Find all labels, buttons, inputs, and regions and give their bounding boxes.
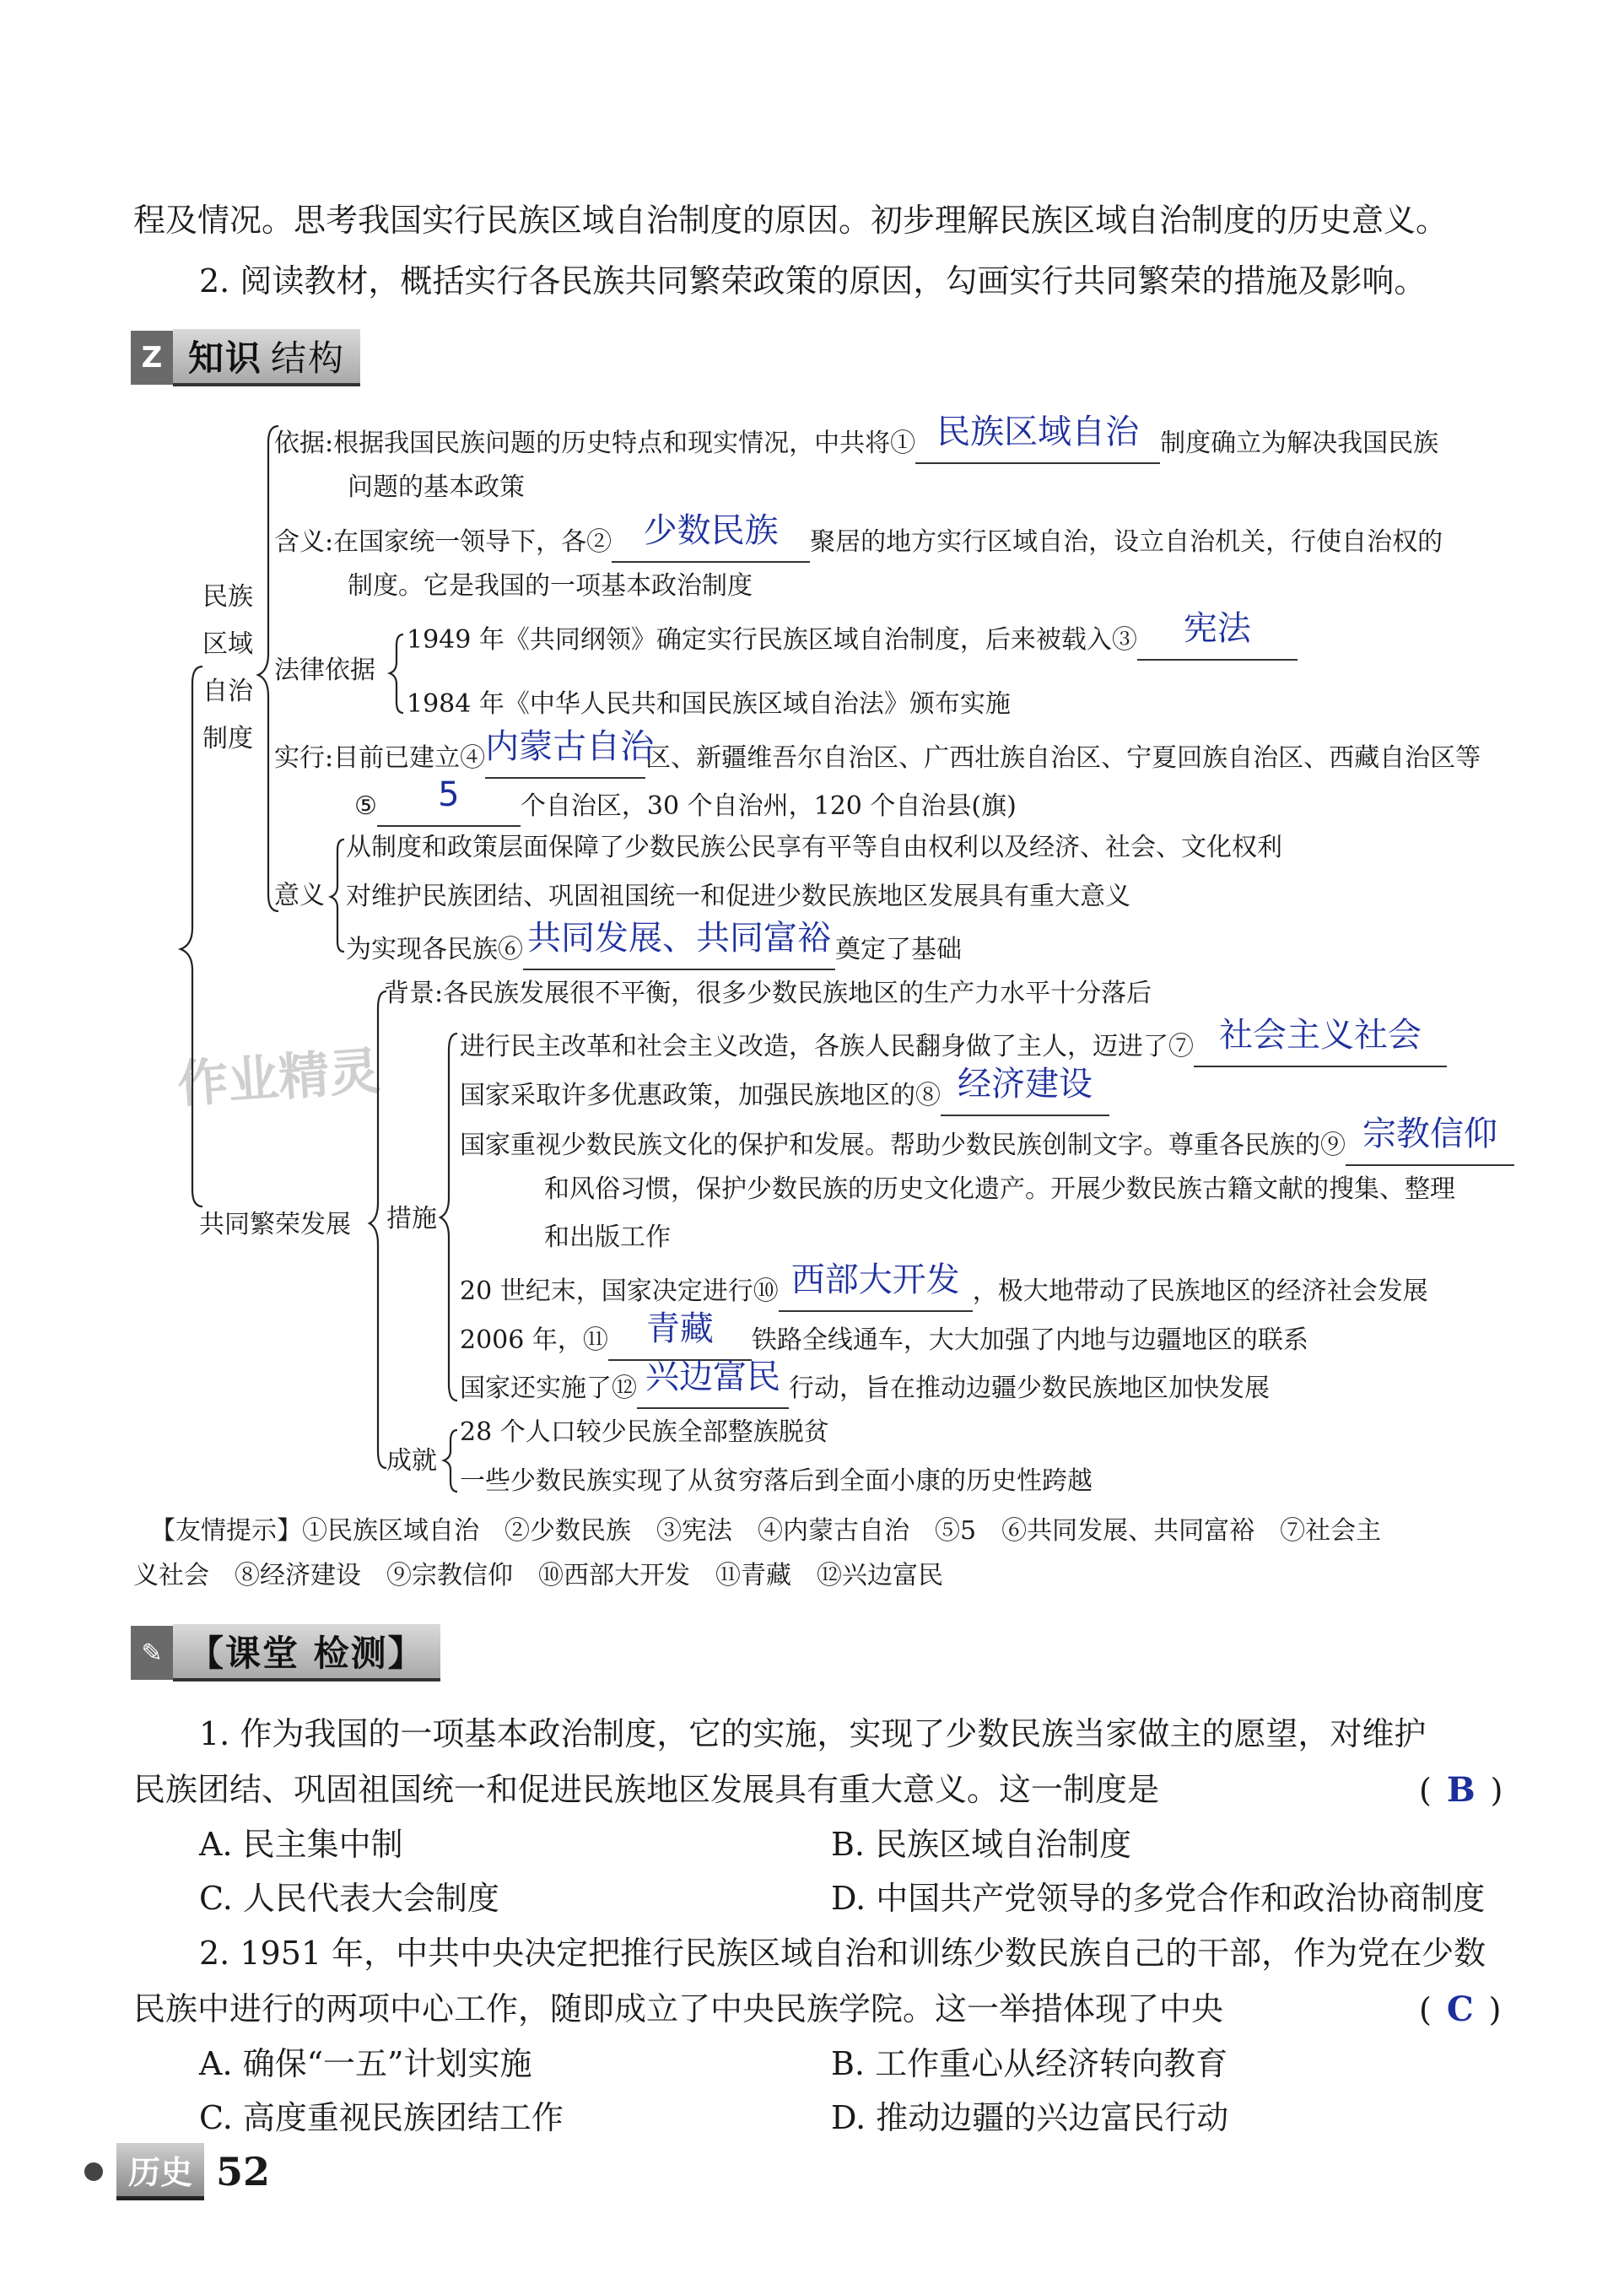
root-char-2: 区域 [202,629,253,659]
answer-blank-5 [377,775,521,827]
yiyi-text-4: 奠定了基础 [835,935,962,964]
handwritten-answer-11: 青藏 [645,1309,714,1348]
handwritten-answer-1: 民族区域自治 [936,413,1140,451]
q1-option-c[interactable]: C. 人民代表大会制度 [199,1880,499,1917]
falv-label: 法律依据 [274,656,375,685]
tree-yiyi-1: 从制度和政策层面保障了少数民族公民享有平等自由权利以及经济、社会、文化权利 [346,833,1282,862]
root-char-3: 自治 [202,677,253,706]
handwritten-answer-4: 内蒙古自治 [485,727,655,766]
handwritten-answer-10: 西部大开发 [790,1260,960,1299]
handwritten-answer-9: 宗教信仰 [1362,1115,1497,1153]
falv-text-1: 1949 年《共同纲领》确定实行民族区域自治制度，后来被载入③ [407,625,1137,655]
tree-falv-2: 1984 年《中华人民共和国民族区域自治法》颁布实施 [407,689,1011,719]
c1-text: 进行民主改革和社会主义改造，各族人民翻身做了主人，迈进了⑦ [460,1032,1194,1061]
brace-falv [390,634,403,713]
tree-yiju [274,413,1439,464]
tree-yiju-cont: 问题的基本政策 [348,472,525,502]
answer-blank-7 [1194,1016,1447,1067]
c5-text-2: 铁路全线通车，大大加强了内地与边疆地区的联系 [751,1325,1308,1355]
brace-yiyi [331,839,344,952]
chengjiu-label: 成就 [386,1446,437,1476]
footer-subject: 历史 [116,2143,204,2200]
hanyi-text-2: 聚居的地方实行区域自治，设立自治机关，行使自治权的 [810,527,1443,557]
page-number: 52 [216,2149,271,2194]
watermark: 作业精灵 [175,1041,382,1115]
shixing-label: 实行: [274,743,334,773]
cuoshi-label: 措施 [386,1204,437,1233]
yiyi-text-3: 为实现各民族⑥ [346,935,523,964]
tree-c5 [460,1309,1308,1361]
beijing-label: 背景: [384,979,444,1008]
q2-answer: C [1446,1989,1474,2029]
section-title-part1: 知识 [188,337,263,379]
page-footer [84,2143,270,2200]
tree-yiyi-3 [346,919,962,970]
tree-hanyi-cont: 制度。它是我国的一项基本政治制度 [348,571,753,601]
brace-fanrong [370,991,386,1468]
q2-option-d[interactable]: D. 推动边疆的兴边富民行动 [831,2099,1229,2136]
handwritten-answer-5: 5 [438,775,460,814]
tree-root-fanrong: 共同繁荣发展 [199,1210,351,1239]
tree-shixing-cont [354,775,1017,827]
q2-option-b[interactable]: B. 工作重心从经济转向教育 [831,2045,1228,2082]
hint-line-2: 义社会 ⑧经济建设 ⑨宗教信仰 ⑩西部大开发 ⑪青藏 ⑫兴边富民 [133,1561,943,1590]
yiju-text: 根据我国民族问题的历史特点和现实情况，中共将① [333,429,916,458]
section-class-test [131,1624,440,1682]
tree-c2 [460,1065,1109,1116]
q1-line-1: 1. 作为我国的一项基本政治制度，它的实施，实现了少数民族当家做主的愿望，对维护 [199,1715,1427,1752]
shixing-text: 目前已建立④ [333,743,486,773]
tree-shixing [274,727,1481,779]
answer-blank-6 [523,919,835,970]
hanyi-text: 在国家统一领导下，各② [333,527,612,557]
tree-hanyi [274,511,1443,563]
q1-answer: B [1446,1770,1476,1810]
answer-blank-11 [608,1309,752,1361]
c6-text-2: 行动，旨在推动边疆少数民族地区加快发展 [789,1374,1270,1403]
answer-blank-9 [1346,1115,1514,1166]
root-char-1: 民族 [202,582,253,612]
handwritten-answer-8: 经济建设 [958,1065,1093,1104]
brace-cuoshi [440,1034,457,1401]
yiju-label: 依据: [274,429,334,458]
shixing-num: ⑤ [354,791,377,821]
footer-bullet-icon [84,2162,103,2181]
answer-blank-12 [637,1358,789,1409]
tree-falv-1 [407,609,1298,661]
c4-text-2: ，极大地带动了民族地区的经济社会发展 [972,1277,1428,1306]
answer-blank-4 [485,727,655,779]
q2-line-2: 民族中进行的两项中心工作，随即成立了中央民族学院。这一举措体现了中央 [133,1990,1224,2027]
section-title-2: 【课堂 检测】 [173,1624,440,1682]
brace-main [181,667,202,1206]
section-badge-icon-2: ✎ [131,1626,173,1680]
root-char-4: 制度 [202,724,253,753]
brace-chengjiu [444,1430,457,1492]
answer-blank-8 [941,1065,1109,1116]
q1-option-b[interactable]: B. 民族区域自治制度 [831,1826,1132,1863]
q1-line-2: 民族团结、巩固祖国统一和促进民族地区发展具有重大意义。这一制度是 [133,1771,1160,1808]
tree-beijing [384,977,1152,1011]
handwritten-answer-2: 少数民族 [643,511,779,550]
answer-blank-2 [612,511,810,563]
c3-text: 国家重视少数民族文化的保护和发展。帮助少数民族创制文字。尊重各民族的⑨ [460,1131,1346,1160]
q2-paren-close: ) [1488,1991,1502,2028]
answer-blank-1 [915,413,1160,464]
shixing-text-3: 个自治区，30 个自治州，120 个自治县(旗) [520,791,1017,821]
handwritten-answer-6: 共同发展、共同富裕 [527,919,831,958]
c5-text: 2006 年，⑪ [460,1325,608,1355]
q2-paren-open: ( [1419,1991,1432,2028]
tree-cj-2: 一些少数民族实现了从贫穷落后到全面小康的历史性跨越 [460,1466,1093,1496]
q2-option-a[interactable]: A. 确保“一五”计划实施 [199,2045,532,2082]
q2-option-c[interactable]: C. 高度重视民族团结工作 [199,2099,564,2136]
tree-c3-cont2: 和出版工作 [544,1223,671,1252]
section-badge-icon: Z [131,331,173,385]
yiju-text-2: 制度确立为解决我国民族 [1160,429,1439,458]
q2-line-1: 2. 1951 年，中共中央决定把推行民族区域自治和训练少数民族自己的干部，作为党在少数 [199,1935,1486,1972]
q1-option-a[interactable]: A. 民主集中制 [199,1826,403,1863]
tree-c6 [460,1358,1270,1409]
c6-text: 国家还实施了⑫ [460,1374,637,1403]
tree-cj-1: 28 个人口较少民族全部整族脱贫 [460,1417,829,1447]
section-title-part2: 结构 [271,337,346,379]
intro-line-2: 2. 阅读教材，概括实行各民族共同繁荣政策的原因，勾画实行共同繁荣的措施及影响。 [199,262,1427,300]
intro-line-1: 程及情况。思考我国实行民族区域自治制度的原因。初步理解民族区域自治制度的历史意义。 [133,202,1449,239]
answer-blank-10 [779,1260,973,1312]
handwritten-answer-12: 兴边富民 [645,1358,780,1396]
shixing-text-2: 区、新疆维吾尔自治区、广西壮族自治区、宁夏回族自治区、西藏自治区等 [645,743,1481,773]
tree-c1 [460,1016,1447,1067]
q1-paren-open: ( [1419,1772,1432,1809]
q1-option-d[interactable]: D. 中国共产党领导的多党合作和政治协商制度 [831,1880,1486,1917]
handwritten-answer-7: 社会主义社会 [1219,1016,1422,1055]
tree-yiyi-2: 对维护民族团结、巩固祖国统一和促进少数民族地区发展具有重大意义 [346,882,1130,911]
tree-root-minzu [202,574,253,763]
hint-line-1: 【友情提示】①民族区域自治 ②少数民族 ③宪法 ④内蒙古自治 ⑤5 ⑥共同发展、共同富裕 ⑦社会主 [150,1516,1382,1546]
hanyi-label: 含义: [274,527,334,557]
tree-c4 [460,1260,1428,1312]
handwritten-answer-3: 宪法 [1183,609,1251,648]
c2-text: 国家采取许多优惠政策，加强民族地区的⑧ [460,1081,941,1110]
c4-text: 20 世纪末，国家决定进行⑩ [460,1277,779,1306]
tree-c3 [460,1115,1514,1166]
tree-c3-cont1: 和风俗习惯，保护少数民族的历史文化遗产。开展少数民族古籍文献的搜集、整理 [544,1174,1455,1204]
beijing-text: 各民族发展很不平衡，很多少数民族地区的生产力水平十分落后 [443,979,1152,1008]
q2-answer-bracket [1419,1989,1502,2029]
q1-paren-close: ) [1490,1772,1503,1809]
yiyi-label: 意义 [274,881,325,910]
q1-answer-bracket [1419,1770,1503,1810]
answer-blank-3 [1137,609,1298,661]
